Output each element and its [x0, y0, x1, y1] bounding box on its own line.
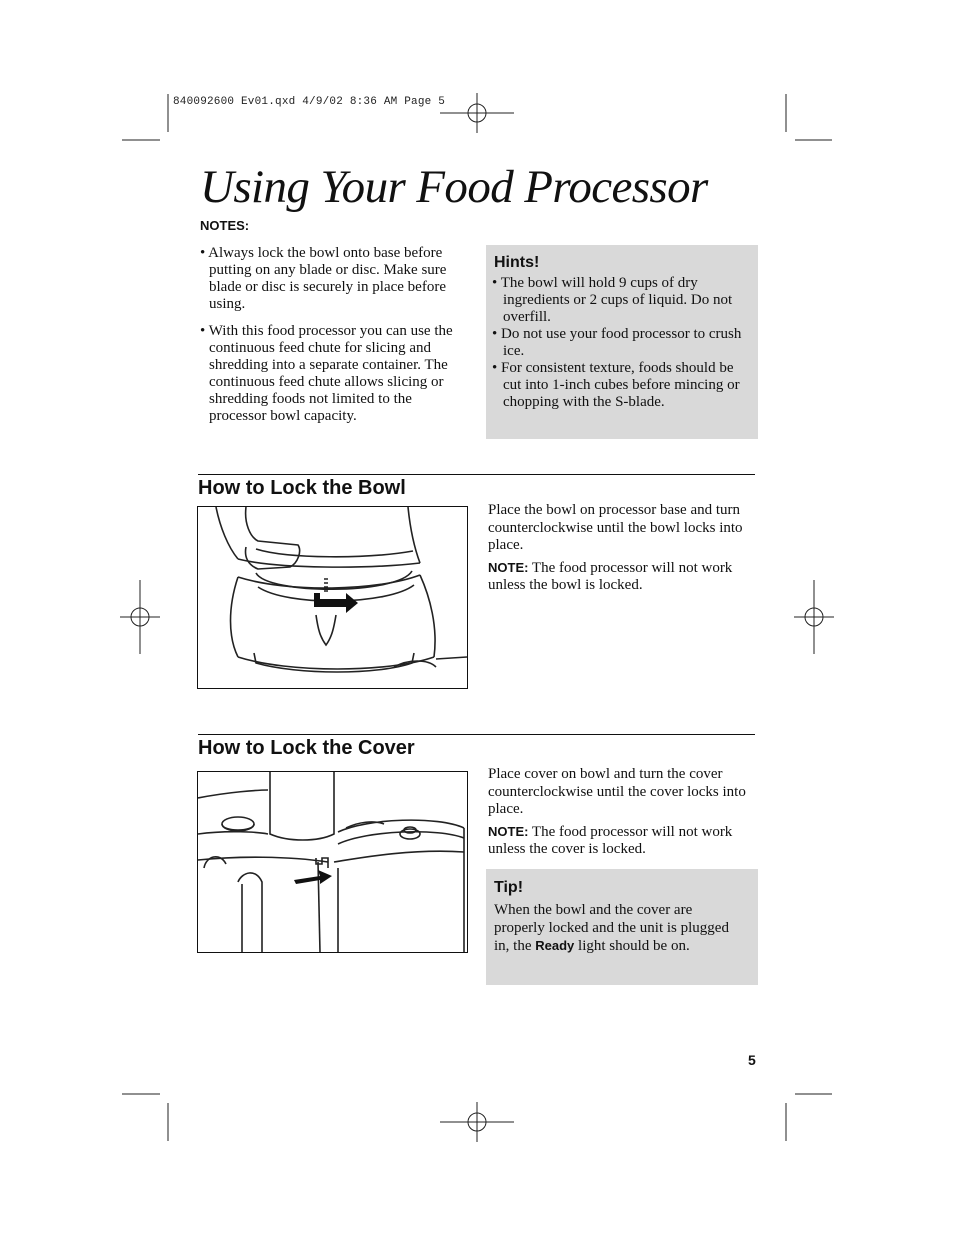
hints-item: • Do not use your food processor to crush ice. [492, 326, 742, 359]
ready-label: Ready [535, 938, 575, 953]
food-processor-base-drawing [198, 507, 467, 688]
lock-cover-note [488, 823, 756, 859]
lock-cover-illustration [197, 771, 468, 953]
notes-item: • Always lock the bowl onto base before putting on any blade or disc. Make sure blade or disc is securely in place before using. [200, 245, 447, 312]
hints-heading: Hints! [494, 254, 540, 271]
notes-label: NOTES: [200, 218, 250, 233]
lock-cover-instruction: Place cover on bowl and turn the cover counterclockwise until the cover locks into place. [488, 766, 746, 817]
note-text: The food processor will not work unless the bowl is locked. [488, 559, 733, 593]
tip-text-after: light should be on. [574, 938, 690, 954]
note-label: NOTE: [488, 559, 529, 575]
lock-bowl-heading: How to Lock the Bowl [198, 477, 406, 499]
hints-item: • For consistent texture, foods should be cut into 1-inch cubes before mincing or chopping with the S-blade. [492, 360, 740, 410]
lock-cover-text [488, 766, 756, 859]
section-rule [198, 474, 755, 475]
notes-item: • With this food processor you can use the continuous feed chute for slicing and shredding into a separate container. The continuous feed chute allows slicing or shredding foods not limited to the processor bowl capacity. [200, 323, 453, 424]
notes-list [200, 245, 470, 435]
section-rule [198, 734, 755, 735]
tip-heading: Tip! [494, 879, 524, 896]
lock-bowl-illustration [197, 506, 468, 689]
tip-text [494, 902, 744, 956]
lock-cover-heading: How to Lock the Cover [198, 737, 415, 759]
page-number: 5 [748, 1052, 756, 1068]
lock-bowl-instruction: Place the bowl on processor base and turn counterclockwise until the bowl locks into place. [488, 502, 743, 553]
hints-item: • The bowl will hold 9 cups of dry ingredients or 2 cups of liquid. Do not overfill. [492, 275, 733, 325]
note-label: NOTE: [488, 823, 529, 839]
lock-bowl-note [488, 559, 756, 595]
file-slug: 840092600 Ev01.qxd 4/9/02 8:36 AM Page 5 [173, 96, 446, 108]
hints-list [492, 275, 750, 411]
lock-bowl-text [488, 502, 756, 595]
food-processor-cover-drawing [198, 772, 467, 952]
note-text: The food processor will not work unless the cover is locked. [488, 823, 733, 857]
tip-text-before: When the bowl and the cover are properly locked and the unit is plugged in, the [494, 902, 729, 954]
page-title: Using Your Food Processor [200, 161, 708, 213]
